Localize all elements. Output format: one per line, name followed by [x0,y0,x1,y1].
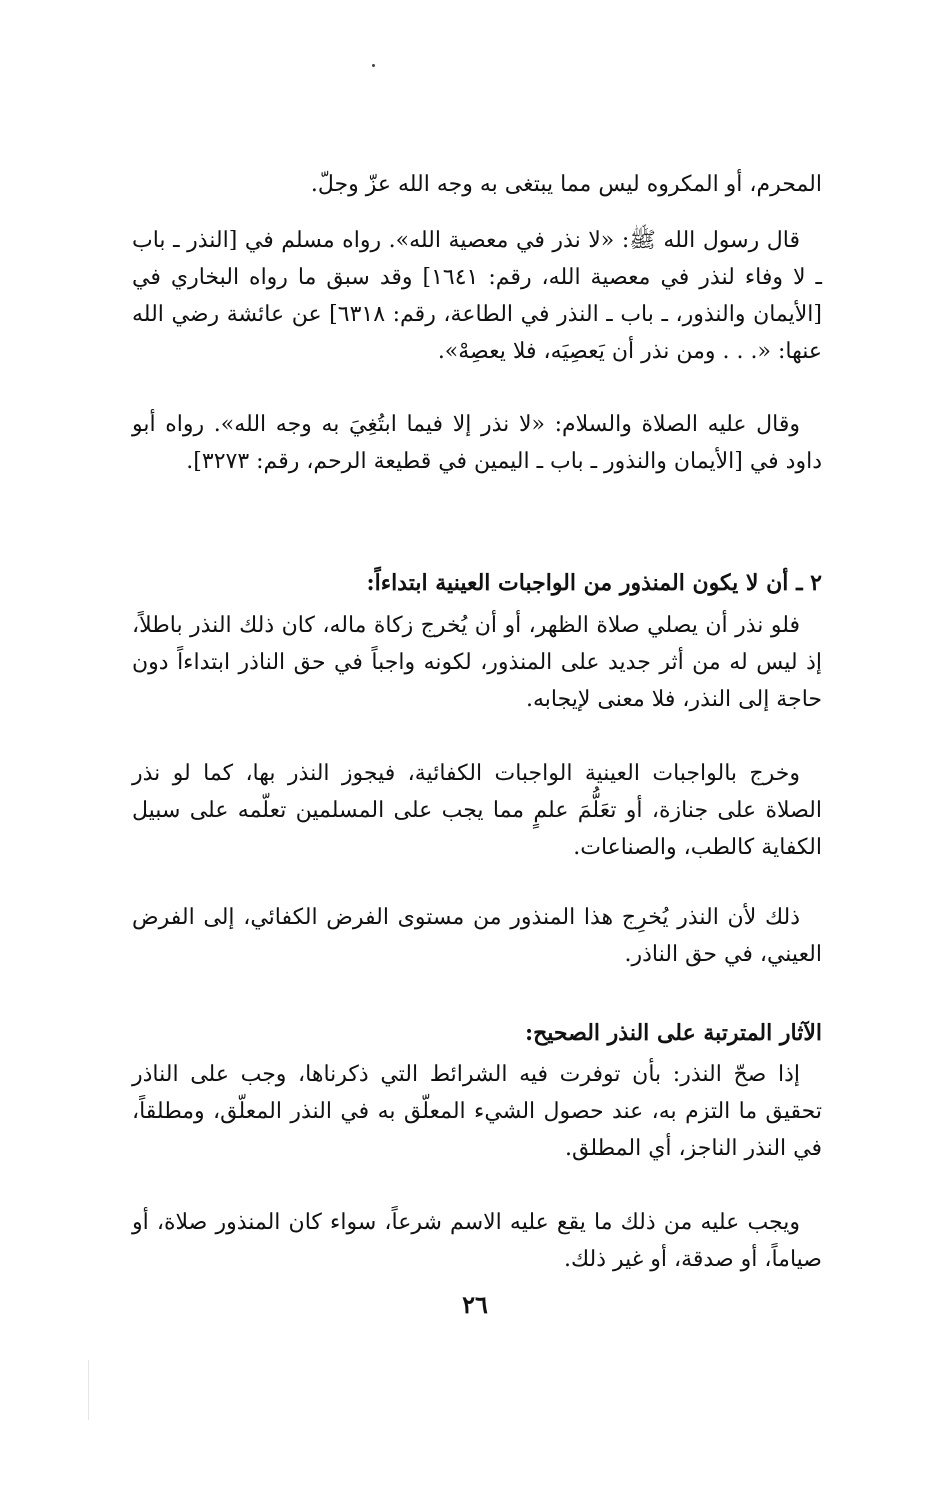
paragraph-obligation: ويجب عليه من ذلك ما يقع عليه الاسم شرعاً، سواء كان المنذور صلاة، أو صياماً، أو صدقة، أو غير ذلك. [132,1210,822,1272]
paragraph-reason: ذلك لأن النذر يُخرِج هذا المنذور من مستوى الفرض الكفائي، إلى الفرض العيني، في حق الناذر. [132,905,822,967]
paragraph-explanation: فلو نذر أن يصلي صلاة الظهر، أو أن يُخرج زكاة ماله، كان ذلك النذر باطلاً، إذ ليس له من أثر جديد على المنذور، لكونه واجباً في حق الناذر ابتداءاً دون حاجة إلى النذر، فلا معنى لإيجابه. [132,613,822,712]
page-edge-mark [88,1360,89,1420]
paragraph-hadith-2: وقال عليه الصلاة والسلام: «لا نذر إلا فيما ابتُغِيَ به وجه الله». رواه أبو داود في [الأيمان والنذور ـ باب ـ اليمين في قطيعة الرحم، رقم: ٣٢٧٣]. [132,412,822,474]
paragraph-hadith-1: قال رسول الله ﷺ: «لا نذر في معصية الله». رواه مسلم في [النذر ـ باب ـ لا وفاء لنذر في معصية الله، رقم: ١٦٤١] وقد سبق ما رواه البخاري في [الأيمان والنذور، ـ باب ـ النذر في الطاعة، رقم: ٦٣١٨] عن عائشة رضي الله عنها: «. . . ومن نذر أن يَعصِيَه، فلا يعصِهْ». [132,228,823,364]
paragraph-effects: إذا صحّ النذر: بأن توفرت فيه الشرائط التي ذكرناها، وجب على الناذر تحقيق ما التزم به، عند حصول الشيء المعلّق به في النذر المعلّق، ومطلقاً، في النذر الناجز، أي المطلق. [132,1062,822,1161]
section-heading-condition-2: ٢ ـ أن لا يكون المنذور من الواجبات العينية ابتداءاً: [366,570,822,596]
paragraph-continuation: المحرم، أو المكروه ليس مما يبتغى به وجه الله عزّ وجلّ. [310,172,822,197]
ink-dot [372,64,375,67]
page-number: ٢٦ [462,1290,488,1319]
section-heading-effects: الآثار المترتبة على النذر الصحيح: [524,1020,822,1046]
paragraph-kifaya: وخرج بالواجبات العينية الواجبات الكفائية، فيجوز النذر بها، كما لو نذر الصلاة على جنازة، أو تعَلُّمَ علمٍ مما يجب على المسلمين تعلّمه على سبيل الكفاية كالطب، والصناعات. [132,761,822,860]
